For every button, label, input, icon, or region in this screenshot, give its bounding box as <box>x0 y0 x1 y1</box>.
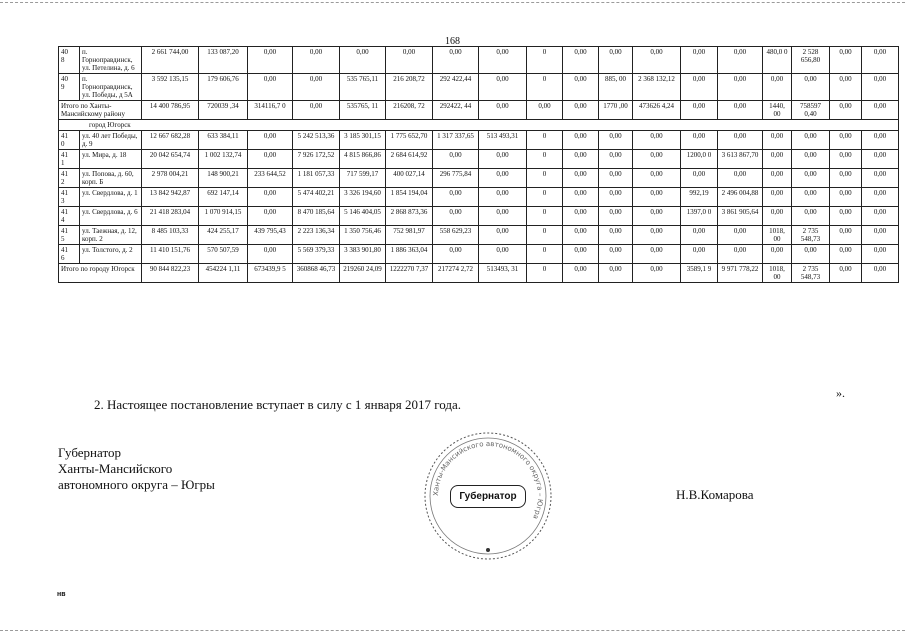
value-cell: 0,00 <box>563 207 599 226</box>
value-cell: 0,00 <box>862 226 899 245</box>
value-cell: 133 087,20 <box>199 47 248 74</box>
value-cell: 0,00 <box>479 245 527 264</box>
value-cell: 216208, 72 <box>386 101 433 120</box>
value-cell: 11 410 151,76 <box>142 245 199 264</box>
total-label: Итого по Ханты-Мансийскому району <box>59 101 142 120</box>
value-cell: 8 470 185,64 <box>293 207 340 226</box>
table-body <box>59 47 899 283</box>
value-cell: 1 317 337,65 <box>433 131 479 150</box>
signer-title-line-1: Губернатор <box>58 445 121 460</box>
value-cell: 0,00 <box>862 101 899 120</box>
value-cell: 14 400 786,95 <box>142 101 199 120</box>
value-cell: 0,00 <box>340 47 386 74</box>
value-cell: 8 485 103,33 <box>142 226 199 245</box>
row-number: 41 5 <box>59 226 80 245</box>
value-cell: 0,00 <box>633 150 681 169</box>
value-cell: 0,00 <box>681 74 718 101</box>
value-cell: 5 474 402,21 <box>293 188 340 207</box>
value-cell: 0,00 <box>830 131 862 150</box>
value-cell: 0,00 <box>633 188 681 207</box>
value-cell: 0,00 <box>599 131 633 150</box>
value-cell: 0,00 <box>763 74 792 101</box>
value-cell: 0,00 <box>862 74 899 101</box>
scan-edge-bottom <box>0 630 905 631</box>
table-row <box>59 226 899 245</box>
value-cell: 0,00 <box>830 226 862 245</box>
value-cell: 0,00 <box>681 47 718 74</box>
value-cell: 2 735 548,73 <box>792 264 830 283</box>
value-cell: 0,00 <box>830 245 862 264</box>
value-cell: 0,00 <box>681 226 718 245</box>
value-cell: 0,00 <box>830 150 862 169</box>
value-cell: 3 185 301,15 <box>340 131 386 150</box>
value-cell: 0,00 <box>862 264 899 283</box>
value-cell: 0,00 <box>681 101 718 120</box>
value-cell: 0,00 <box>830 264 862 283</box>
value-cell: 0,00 <box>718 226 763 245</box>
value-cell: 0,00 <box>633 131 681 150</box>
table-row <box>59 245 899 264</box>
value-cell: 692 147,14 <box>199 188 248 207</box>
value-cell: 9 971 778,22 <box>718 264 763 283</box>
value-cell: 0,00 <box>830 207 862 226</box>
value-cell: 0 <box>527 47 563 74</box>
value-cell: 0,00 <box>763 188 792 207</box>
value-cell: 2 528 656,80 <box>792 47 830 74</box>
value-cell: 0,00 <box>599 245 633 264</box>
value-cell: 0,00 <box>563 101 599 120</box>
table-group-row <box>59 120 899 131</box>
value-cell: 480,0 0 <box>763 47 792 74</box>
value-cell: 0,00 <box>830 101 862 120</box>
value-cell: 360868 46,73 <box>293 264 340 283</box>
row-number: 41 6 <box>59 245 80 264</box>
value-cell: 424 255,17 <box>199 226 248 245</box>
value-cell: 296 775,84 <box>433 169 479 188</box>
value-cell: 0,00 <box>792 245 830 264</box>
value-cell: 0,00 <box>563 74 599 101</box>
value-cell: 0,00 <box>830 47 862 74</box>
value-cell: 0,00 <box>718 74 763 101</box>
value-cell: 0 <box>527 169 563 188</box>
value-cell: 535 765,11 <box>340 74 386 101</box>
closing-quote: ». <box>836 386 845 400</box>
address-cell: ул. 40 лет Победы, д. 9 <box>80 131 142 150</box>
signer-title-line-3: автономного округа – Югры <box>58 477 215 492</box>
value-cell: 0 <box>527 188 563 207</box>
value-cell: 0,00 <box>718 101 763 120</box>
scan-edge-top <box>0 2 905 3</box>
value-cell: 0,00 <box>563 169 599 188</box>
signer-title-line-2: Ханты-Мансийского <box>58 461 173 476</box>
value-cell: 992,19 <box>681 188 718 207</box>
value-cell: 0,00 <box>792 131 830 150</box>
value-cell: 0,00 <box>830 74 862 101</box>
value-cell: 0,00 <box>433 245 479 264</box>
value-cell: 4 815 866,86 <box>340 150 386 169</box>
value-cell: 0,00 <box>763 169 792 188</box>
value-cell: 0,00 <box>763 245 792 264</box>
value-cell: 0,00 <box>830 188 862 207</box>
value-cell: 0,00 <box>862 131 899 150</box>
value-cell: 1 886 363,04 <box>386 245 433 264</box>
value-cell: 0,00 <box>563 131 599 150</box>
value-cell: 0,00 <box>862 245 899 264</box>
address-cell: п. Горноправдинск, ул. Петелина, д. 6 <box>80 47 142 74</box>
value-cell: 570 507,59 <box>199 245 248 264</box>
row-number: 41 3 <box>59 188 80 207</box>
page-number: 168 <box>445 36 460 47</box>
value-cell: 1770 ,00 <box>599 101 633 120</box>
value-cell: 0,00 <box>830 169 862 188</box>
value-cell: 2 223 136,34 <box>293 226 340 245</box>
value-cell: 0,00 <box>599 150 633 169</box>
value-cell: 292 422,44 <box>433 74 479 101</box>
value-cell: 0 <box>527 264 563 283</box>
value-cell: 0 <box>527 150 563 169</box>
address-cell: п. Горноправдинск, ул. Победы, д 5А <box>80 74 142 101</box>
value-cell: 720039 ,34 <box>199 101 248 120</box>
value-cell: 0,00 <box>248 74 293 101</box>
value-cell: 0,00 <box>633 169 681 188</box>
value-cell: 3 861 905,64 <box>718 207 763 226</box>
value-cell: 0,00 <box>386 47 433 74</box>
row-number: 41 0 <box>59 131 80 150</box>
value-cell: 0,00 <box>599 47 633 74</box>
value-cell: 0,00 <box>433 188 479 207</box>
value-cell: 400 027,14 <box>386 169 433 188</box>
signer-block <box>58 445 215 493</box>
value-cell: 233 644,52 <box>248 169 293 188</box>
value-cell: 0,00 <box>563 226 599 245</box>
value-cell: 0,00 <box>862 150 899 169</box>
value-cell: 0,00 <box>862 188 899 207</box>
value-cell: 0,00 <box>599 169 633 188</box>
value-cell: 454224 1,11 <box>199 264 248 283</box>
value-cell: 216 208,72 <box>386 74 433 101</box>
value-cell: 0,00 <box>718 131 763 150</box>
value-cell: 1200,0 0 <box>681 150 718 169</box>
value-cell: 1018, 00 <box>763 264 792 283</box>
value-cell: 1222270 7,37 <box>386 264 433 283</box>
value-cell: 0,00 <box>862 169 899 188</box>
value-cell: 2 661 744,00 <box>142 47 199 74</box>
row-number: 40 8 <box>59 47 80 74</box>
value-cell: 13 842 942,87 <box>142 188 199 207</box>
value-cell: 0,00 <box>599 207 633 226</box>
row-number: 41 1 <box>59 150 80 169</box>
value-cell: 673439,9 5 <box>248 264 293 283</box>
value-cell: 0 <box>527 207 563 226</box>
value-cell: 0,00 <box>563 245 599 264</box>
value-cell: 0,00 <box>248 245 293 264</box>
value-cell: 0,00 <box>563 47 599 74</box>
value-cell: 0,00 <box>599 264 633 283</box>
value-cell: 0,00 <box>633 264 681 283</box>
value-cell: 0,00 <box>479 226 527 245</box>
value-cell: 179 606,76 <box>199 74 248 101</box>
value-cell: 0,00 <box>763 207 792 226</box>
value-cell: 439 795,43 <box>248 226 293 245</box>
value-cell: 0,00 <box>633 47 681 74</box>
table-row <box>59 207 899 226</box>
value-cell: 1 350 756,46 <box>340 226 386 245</box>
value-cell: 633 384,11 <box>199 131 248 150</box>
value-cell: 90 844 822,23 <box>142 264 199 283</box>
value-cell: 0,00 <box>718 169 763 188</box>
value-cell: 0,00 <box>862 47 899 74</box>
value-cell: 513 493,31 <box>479 131 527 150</box>
value-cell: 148 900,21 <box>199 169 248 188</box>
value-cell: 0,00 <box>248 188 293 207</box>
value-cell: 0,00 <box>633 226 681 245</box>
value-cell: 5 146 404,05 <box>340 207 386 226</box>
value-cell: 0,00 <box>248 47 293 74</box>
value-cell: 219260 24,09 <box>340 264 386 283</box>
address-cell: ул. Свердлова, д. 1 <box>80 188 142 207</box>
table-row <box>59 47 899 74</box>
value-cell: 0,00 <box>293 101 340 120</box>
address-cell: ул. Толстого, д. 2 <box>80 245 142 264</box>
value-cell: 1 181 057,33 <box>293 169 340 188</box>
value-cell: 0,00 <box>681 169 718 188</box>
value-cell: 1397,0 0 <box>681 207 718 226</box>
value-cell: 0,00 <box>248 131 293 150</box>
value-cell: 717 599,17 <box>340 169 386 188</box>
value-cell: 0,00 <box>563 150 599 169</box>
group-label: город Югорск <box>59 120 899 131</box>
value-cell: 0,00 <box>433 47 479 74</box>
value-cell: 0,00 <box>563 188 599 207</box>
value-cell: 558 629,23 <box>433 226 479 245</box>
table-row <box>59 74 899 101</box>
value-cell: 3 383 901,80 <box>340 245 386 264</box>
value-cell: 12 667 682,28 <box>142 131 199 150</box>
housing-repair-table <box>58 46 899 283</box>
value-cell: 292422, 44 <box>433 101 479 120</box>
value-cell: 0,00 <box>248 150 293 169</box>
value-cell: 3589,1 9 <box>681 264 718 283</box>
seal-label: Губернатор <box>450 485 525 508</box>
value-cell: 0,00 <box>718 245 763 264</box>
table-row <box>59 150 899 169</box>
row-number: 41 2 <box>59 169 80 188</box>
value-cell: 0,00 <box>792 169 830 188</box>
value-cell: 0,00 <box>792 207 830 226</box>
value-cell: 0,00 <box>433 150 479 169</box>
value-cell: 5 569 379,33 <box>293 245 340 264</box>
value-cell: 314116,7 0 <box>248 101 293 120</box>
value-cell: 0,00 <box>479 188 527 207</box>
value-cell: 21 418 283,04 <box>142 207 199 226</box>
value-cell: 0,00 <box>479 74 527 101</box>
value-cell: 0,00 <box>433 207 479 226</box>
value-cell: 0,00 <box>763 150 792 169</box>
total-label: Итого по городу Югорск <box>59 264 142 283</box>
official-seal <box>422 430 554 562</box>
value-cell: 0,00 <box>479 47 527 74</box>
value-cell: 1 070 914,15 <box>199 207 248 226</box>
value-cell: 0,00 <box>599 188 633 207</box>
value-cell: 0 <box>527 226 563 245</box>
value-cell: 0,00 <box>862 207 899 226</box>
value-cell: 2 368 132,12 <box>633 74 681 101</box>
value-cell: 752 981,97 <box>386 226 433 245</box>
signature-name: Н.В.Комарова <box>676 487 754 502</box>
clause-text: 2. Настоящее постановление вступает в силу с 1 января 2017 года. <box>94 397 462 412</box>
table-total-row <box>59 101 899 120</box>
value-cell: 1440, 00 <box>763 101 792 120</box>
value-cell: 0,00 <box>527 101 563 120</box>
address-cell: ул. Свердлова, д. 6 <box>80 207 142 226</box>
value-cell: 0,00 <box>792 150 830 169</box>
address-cell: ул. Мира, д. 18 <box>80 150 142 169</box>
value-cell: 1 002 132,74 <box>199 150 248 169</box>
seal-ring-text: Ханты-Мансийского автономного округа – Югра <box>431 439 545 521</box>
value-cell: 758597 0,40 <box>792 101 830 120</box>
value-cell: 885, 00 <box>599 74 633 101</box>
value-cell: 0,00 <box>681 245 718 264</box>
value-cell: 7 926 172,52 <box>293 150 340 169</box>
value-cell: 0,00 <box>681 131 718 150</box>
row-number: 40 9 <box>59 74 80 101</box>
value-cell: 0,00 <box>479 101 527 120</box>
value-cell: 3 592 135,15 <box>142 74 199 101</box>
value-cell: 535765, 11 <box>340 101 386 120</box>
value-cell: 0,00 <box>718 47 763 74</box>
value-cell: 0,00 <box>599 226 633 245</box>
value-cell: 0,00 <box>479 150 527 169</box>
value-cell: 473626 4,24 <box>633 101 681 120</box>
value-cell: 5 242 513,36 <box>293 131 340 150</box>
value-cell: 0,00 <box>479 207 527 226</box>
value-cell: 217274 2,72 <box>433 264 479 283</box>
value-cell: 0,00 <box>479 169 527 188</box>
value-cell: 1018, 00 <box>763 226 792 245</box>
table-row <box>59 131 899 150</box>
value-cell: 2 735 548,73 <box>792 226 830 245</box>
value-cell: 0,00 <box>248 207 293 226</box>
value-cell: 1 775 652,70 <box>386 131 433 150</box>
value-cell: 1 854 194,04 <box>386 188 433 207</box>
value-cell: 3 326 194,60 <box>340 188 386 207</box>
value-cell: 0,00 <box>792 74 830 101</box>
value-cell: 0,00 <box>293 74 340 101</box>
value-cell: 0,00 <box>633 207 681 226</box>
value-cell: 3 613 867,70 <box>718 150 763 169</box>
value-cell: 2 868 873,36 <box>386 207 433 226</box>
table-row <box>59 169 899 188</box>
value-cell: 20 042 654,74 <box>142 150 199 169</box>
table-row <box>59 188 899 207</box>
value-cell: 0,00 <box>633 245 681 264</box>
table-total-row <box>59 264 899 283</box>
value-cell: 0 <box>527 245 563 264</box>
corner-mark: нв <box>57 591 66 598</box>
value-cell: 0,00 <box>563 264 599 283</box>
value-cell: 2 496 004,88 <box>718 188 763 207</box>
address-cell: ул. Попова, д. 60, корп. Б <box>80 169 142 188</box>
address-cell: ул. Таежная, д. 12, корп. 2 <box>80 226 142 245</box>
value-cell: 2 684 614,92 <box>386 150 433 169</box>
value-cell: 2 978 004,21 <box>142 169 199 188</box>
value-cell: 0 <box>527 131 563 150</box>
value-cell: 0,00 <box>763 131 792 150</box>
row-number: 41 4 <box>59 207 80 226</box>
value-cell: 0,00 <box>293 47 340 74</box>
value-cell: 0,00 <box>792 188 830 207</box>
value-cell: 513493, 31 <box>479 264 527 283</box>
value-cell: 0 <box>527 74 563 101</box>
